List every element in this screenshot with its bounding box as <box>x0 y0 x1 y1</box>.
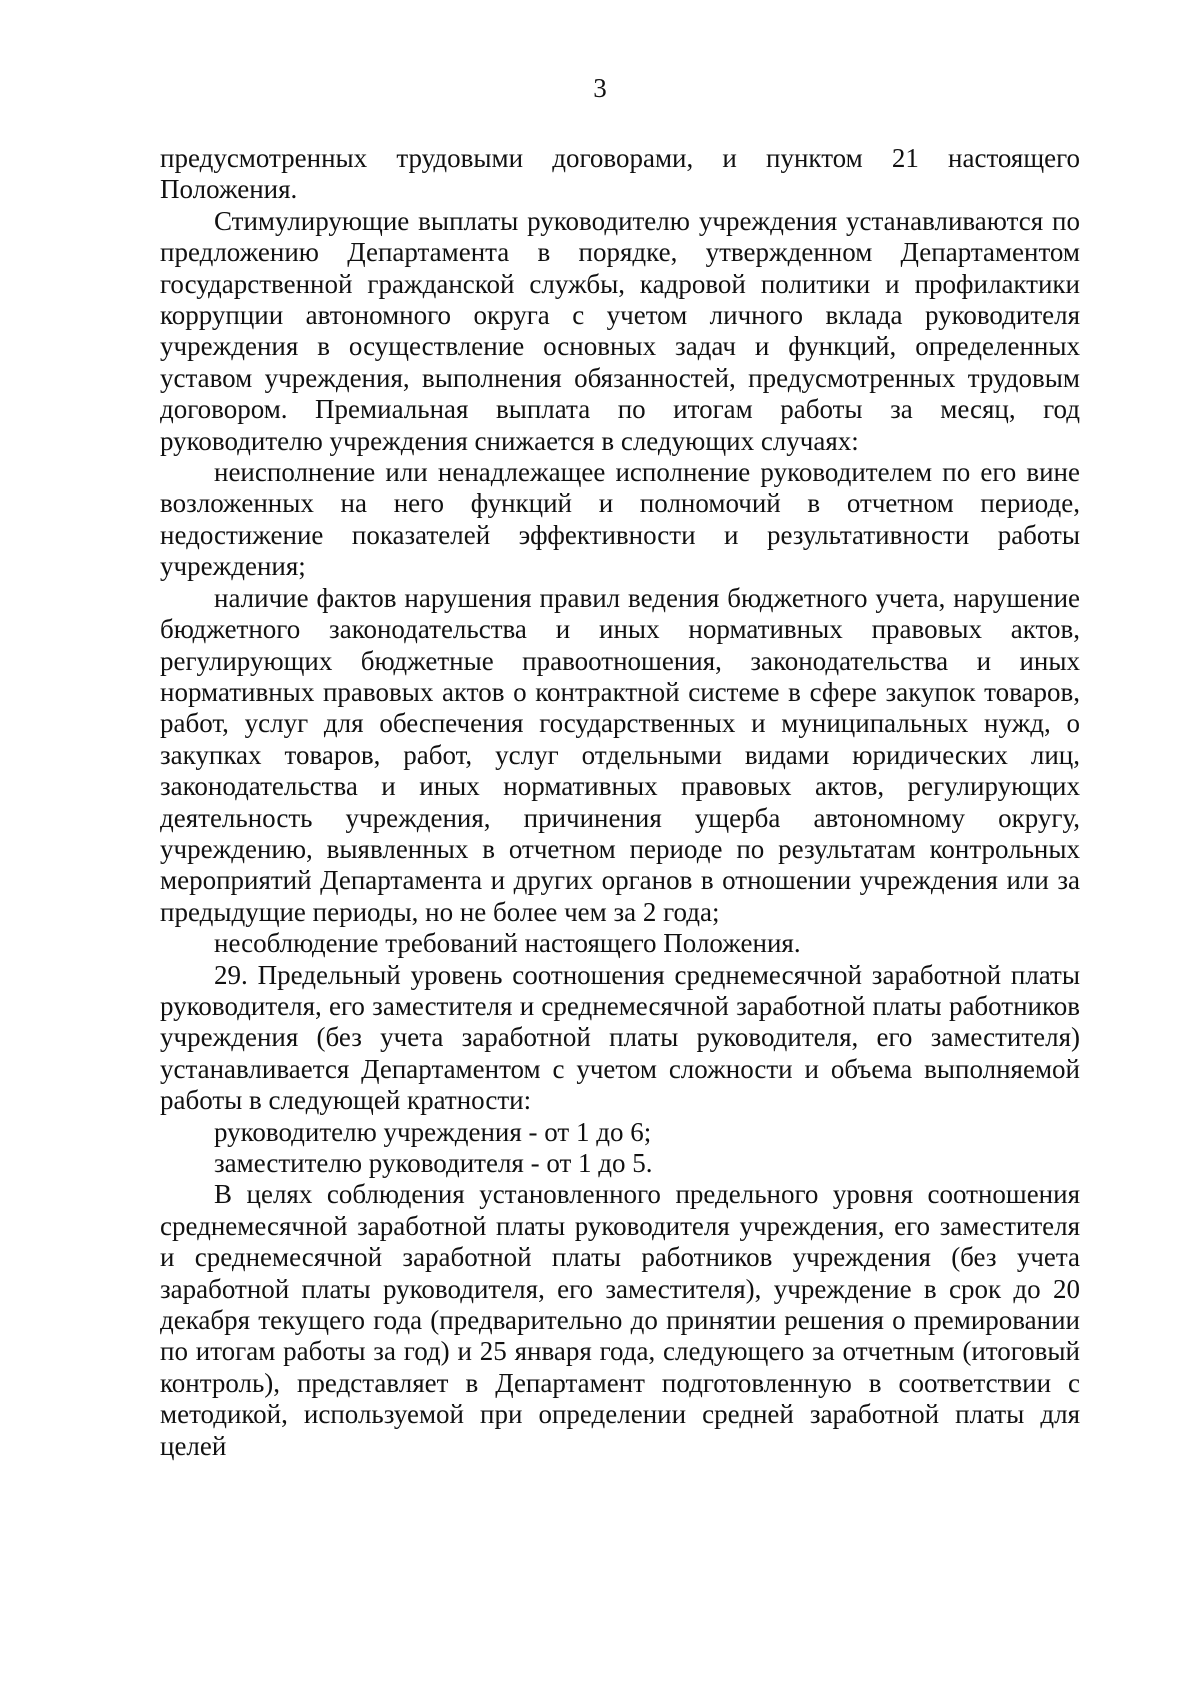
paragraph-compliance-control: В целях соблюдения установленного предельного уровня соотношения среднемесячной заработной платы руководителя учреждения, его заместителя и среднемесячной заработной платы работников учреждения (без учета заработной платы руководителя, его заместителя), учреждение в срок до 20 декабря текущего года (предварительно до принятии решения о премировании по итогам работы за год) и 25 января года, следующего за отчетным (итоговый контроль), представляет в Департамент подготовленную в соответствии с методикой, используемой при определении средней заработной платы для целей <box>160 1179 1080 1461</box>
page-number: 3 <box>593 73 607 103</box>
paragraph-case-violations: наличие фактов нарушения правил ведения бюджетного учета, нарушение бюджетного законодательства и иных нормативных правовых актов, регулирующих бюджетные правоотношения, законодательства и иных нормативных правовых актов о контрактной системе в сфере закупок товаров, работ, услуг для обеспечения государственных и муниципальных нужд, о закупках товаров, работ, услуг отдельными видами юридических лиц, законодательства и иных нормативных правовых актов, регулирующих деятельность учреждения, причинения ущерба автономному округу, учреждению, выявленных в отчетном периоде по результатам контрольных мероприятий Департамента и других органов в отношении учреждения или за предыдущие периоды, но не более чем за 2 года; <box>160 582 1080 927</box>
document-body <box>160 143 1080 1462</box>
paragraph-ratio-head: руководителю учреждения - от 1 до 6; <box>214 1116 652 1147</box>
paragraph-case-noncompliance: несоблюдение требований настоящего Положения. <box>214 928 801 959</box>
paragraph-incentive-payments: Стимулирующие выплаты руководителю учреждения устанавливаются по предложению Департамента в порядке, утвержденном Департаментом государственной гражданской службы, кадровой политики и профилактики коррупции автономного округа с учетом личного вклада руководителя учреждения в осуществление основных задач и функций, определенных уставом учреждения, выполнения обязанностей, предусмотренных трудовым договором. Премиальная выплата по итогам работы за месяц, год руководителю учреждения снижается в следующих случаях: <box>160 205 1080 456</box>
paragraph-continuation: предусмотренных трудовыми договорами, и пунктом 21 настоящего Положения. <box>160 143 1080 205</box>
paragraph-case-nonperformance: неисполнение или ненадлежащее исполнение руководителем по его вине возложенных на него функций и полномочий в отчетном периоде, недостижение показателей эффективности и результативности работы учреждения; <box>160 457 1080 582</box>
paragraph-item-29: 29. Предельный уровень соотношения среднемесячной заработной платы руководителя, его заместителя и среднемесячной заработной платы работников учреждения (без учета заработной платы руководителя, его заместителя) устанавливается Департаментом с учетом сложности и объема выполняемой работы в следующей кратности: <box>160 959 1080 1116</box>
paragraph-ratio-deputy: заместителю руководителя - от 1 до 5. <box>214 1148 653 1178</box>
